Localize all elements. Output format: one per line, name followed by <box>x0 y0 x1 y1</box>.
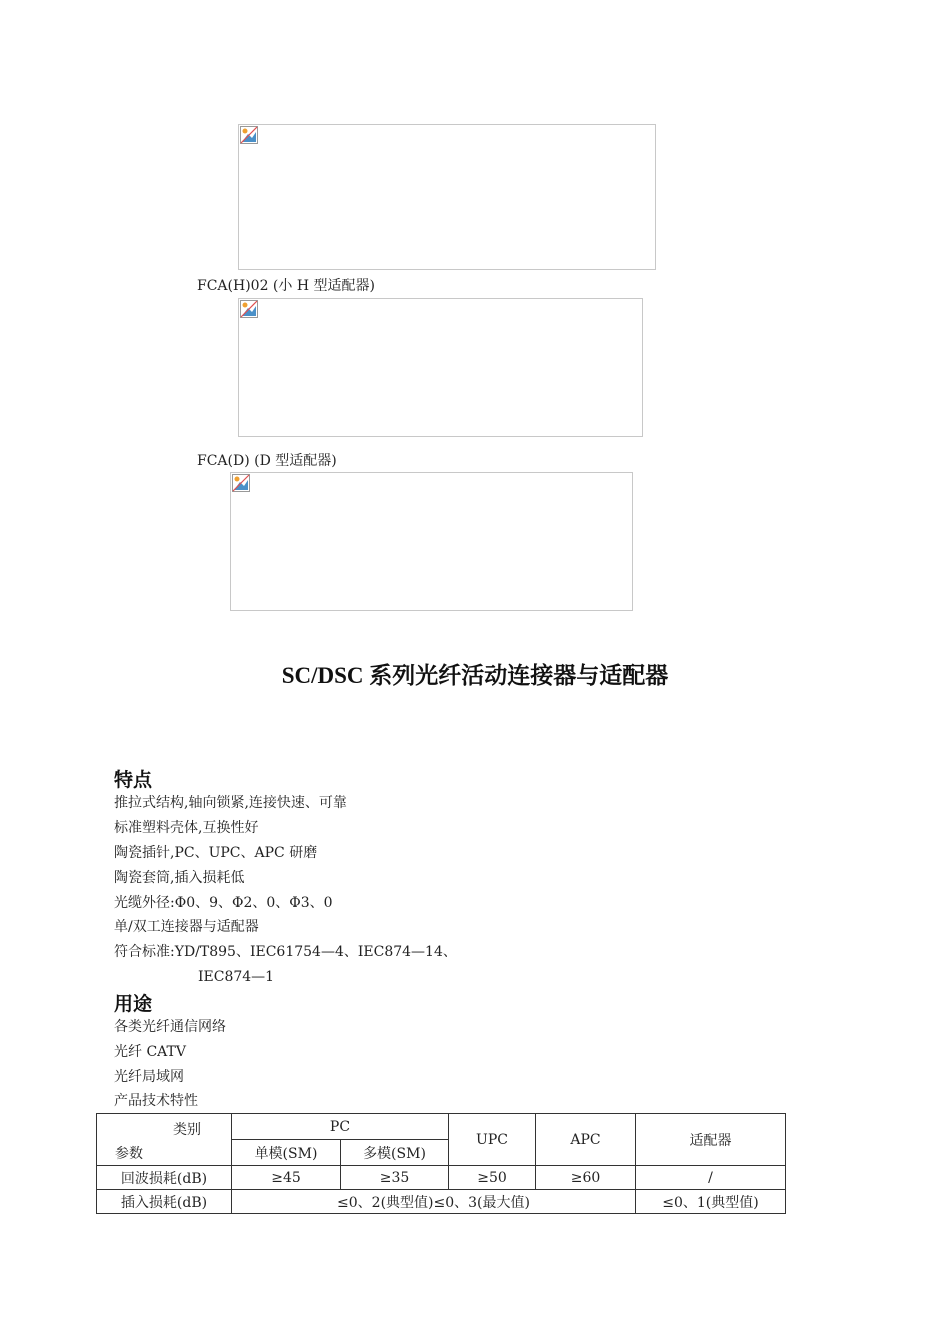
usage-heading: 用途 <box>114 993 153 1015</box>
row-label: 插入损耗(dB) <box>97 1190 232 1214</box>
usage-item: 光纤局域网 <box>114 1069 184 1085</box>
corner-header-cell <box>97 1114 232 1166</box>
broken-image-icon <box>240 126 258 144</box>
multimode-header: 多模(SM) <box>341 1140 449 1166</box>
figure-image-3 <box>230 472 633 611</box>
figure-caption: FCA(D) (D 型适配器) <box>197 453 337 469</box>
page-title: SC/DSC 系列光纤活动连接器与适配器 <box>281 663 669 688</box>
cell-merged: ≤0、2(典型值)≤0、3(最大值) <box>232 1190 636 1214</box>
singlemode-header: 单模(SM) <box>232 1140 341 1166</box>
spec-table <box>96 1113 786 1214</box>
broken-image-icon <box>232 474 250 492</box>
feature-item: 单/双工连接器与适配器 <box>114 919 259 935</box>
feature-item: 光缆外径:Φ0、9、Φ2、0、Φ3、0 <box>114 895 333 911</box>
cell-upc: ≥50 <box>449 1166 536 1190</box>
cell-adapter: ≤0、1(典型值) <box>636 1190 786 1214</box>
usage-item: 光纤 CATV <box>114 1044 186 1060</box>
apc-header: APC <box>536 1114 636 1166</box>
usage-item: 各类光纤通信网络 <box>114 1019 226 1035</box>
feature-item: 符合标准:YD/T895、IEC61754—4、IEC874—14、 <box>114 944 457 960</box>
cell-apc: ≥60 <box>536 1166 636 1190</box>
pc-header: PC <box>232 1114 449 1140</box>
cell-pc-mm: ≥35 <box>341 1166 449 1190</box>
feature-item: 推拉式结构,轴向锁紧,连接快速、可靠 <box>114 795 347 811</box>
features-heading: 特点 <box>114 769 153 791</box>
figure-image-2 <box>238 298 643 437</box>
feature-item: IEC874—1 <box>198 969 275 985</box>
adapter-header: 适配器 <box>636 1114 786 1166</box>
cell-adapter: / <box>636 1166 786 1190</box>
cell-pc-sm: ≥45 <box>232 1166 341 1190</box>
row-label: 回波损耗(dB) <box>97 1166 232 1190</box>
corner-parameter-label: 参数 <box>115 1145 143 1162</box>
table-row <box>97 1166 786 1190</box>
feature-item: 陶瓷套筒,插入损耗低 <box>114 870 245 886</box>
table-caption: 产品技术特性 <box>114 1093 198 1109</box>
figure-image-1 <box>238 124 656 270</box>
feature-item: 陶瓷插针,PC、UPC、APC 研磨 <box>114 845 318 861</box>
figure-caption: FCA(H)02 (小 H 型适配器) <box>197 278 375 294</box>
upc-header: UPC <box>449 1114 536 1166</box>
corner-category-label: 类别 <box>173 1121 201 1138</box>
feature-item: 标准塑料壳体,互换性好 <box>114 820 259 836</box>
broken-image-icon <box>240 300 258 318</box>
table-row <box>97 1190 786 1214</box>
